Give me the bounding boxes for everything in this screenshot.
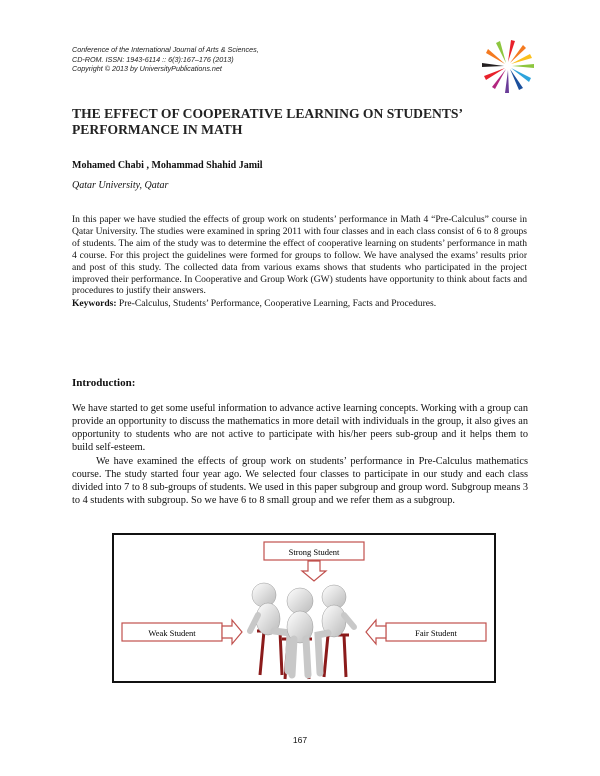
arrow-left-icon (366, 620, 386, 644)
conference-logo-icon (480, 38, 536, 94)
weak-student-label: Weak Student (148, 628, 196, 638)
intro-paragraph-1: We have started to get some useful information to advance active learning concepts. Working with a group can provide an opportunity to discuss the mathematics in more detail with individuals in the group, it also gives an opportunity to students who are not active to participate with his/her peers sub-group and it helps them to build self-esteem. (72, 403, 528, 453)
strong-student-label: Strong Student (288, 547, 340, 557)
fair-student-label: Fair Student (415, 628, 457, 638)
introduction-heading: Introduction: (72, 377, 136, 389)
figure-illustration (114, 535, 494, 681)
arrow-down-icon (302, 561, 326, 581)
students-figures-icon (250, 583, 354, 679)
arrow-right-icon (222, 620, 242, 644)
authors: Mohamed Chabi , Mohammad Shahid Jamil (72, 160, 263, 171)
keywords (72, 298, 527, 310)
abstract: In this paper we have studied the effects of group work on students’ performance in Math 4 “Pre-Calculus” course in Qatar University. The studies were examined in spring 2011 with four classes and in each class consist of 6 to 8 groups of students. The aim of the study was to determine the effect of cooperative learning on students’ performance in math 4 course. For this project the guidelines were formed for groups to follow. We have analysed the exams’ results prior and post of this study. The collected data from various exams shows that students who participated in the project improved their performance. In Cooperative and Group Work (GW) students have opportunity to think about facts and procedures to justify their answers. (72, 214, 527, 297)
title-line-1: THE EFFECT OF COOPERATIVE LEARNING ON STUDENTS’ (72, 106, 464, 121)
conference-header (72, 45, 259, 74)
page-number: 167 (292, 735, 308, 745)
paper-title (72, 106, 512, 138)
intro-paragraph-2: We have examined the effects of group work on students’ performance in Pre-Calculus mathematics course. The study started four year ago. We selected four classes to participate in our study and each class divided into 7 to 8 sub-groups of students. We used in this paper subgroup and group word. Subgroup means 3 to 4 students with subgroup. So we have 6 to 8 small group and we refer them as a subgroup. (72, 456, 528, 506)
header-line-2: CD-ROM. ISSN: 1943-6114 :: 6(3):167–176 (2013) (72, 54, 234, 64)
title-line-2: PERFORMANCE IN MATH (72, 122, 243, 137)
header-line-3: Copyright © 2013 by UniversityPublications.net (72, 64, 222, 74)
keywords-label: Keywords: (72, 298, 117, 309)
affiliation: Qatar University, Qatar (72, 180, 169, 191)
figure-group-work (112, 533, 496, 683)
header-line-1: Conference of the International Journal of Arts & Sciences, (72, 45, 259, 54)
keywords-text: Pre-Calculus, Students’ Performance, Cooperative Learning, Facts and Procedures. (116, 298, 437, 309)
